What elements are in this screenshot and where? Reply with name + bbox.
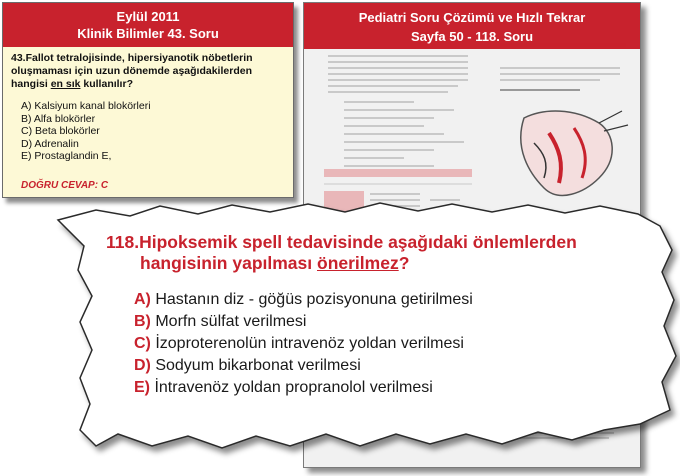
question-option-b: B) Morfn sülfat verilmesi — [134, 313, 307, 330]
exam-option: A) Kalsiyum kanal blokörleri — [21, 100, 151, 112]
exam-option: D) Adrenalin — [21, 137, 79, 150]
question-title-line2: hangisinin yapılması önerilmez? — [140, 253, 410, 273]
question-options-list — [134, 289, 473, 399]
exam-option: B) Alfa blokörler — [21, 112, 96, 125]
question-emphasis: önerilmez — [317, 253, 399, 273]
exam-date: Eylül 2011 — [116, 9, 180, 24]
question-title — [106, 232, 646, 274]
exam-section: Klinik Bilimler 43. Soru — [77, 26, 219, 41]
emphasis: en sık — [50, 78, 81, 90]
book-page-ref: Sayfa 50 - 118. Soru — [410, 29, 534, 44]
question-option-a: A) Hastanın diz - göğüs pozisyonuna getirilmesi — [134, 291, 473, 308]
question-option-e: E) İntravenöz yoldan propranolol verilmesi — [134, 379, 433, 396]
question-title-line1: 118.Hipoksemik spell tedavisinde aşağıdaki önlemlerden — [106, 232, 577, 252]
exam-option: C) Beta blokörler — [21, 125, 100, 138]
question-option-c: C) İzoproterenolün intravenöz yoldan verilmesi — [134, 335, 464, 352]
correct-answer: DOĞRU CEVAP: C — [21, 180, 109, 191]
exam-question-text: 43.Fallot tetralojisinde, hipersiyanotik nöbetlerin oluşmaması için uzun dönemde aşağıdakilerden hangisi en sık kullanılır? — [11, 52, 253, 90]
book-title: Pediatri Soru Çözümü ve Hızlı Tekrar — [358, 10, 586, 25]
exam-option: E) Prostaglandin E, — [21, 150, 112, 163]
question-option-d: D) Sodyum bikarbonat verilmesi — [134, 357, 361, 374]
